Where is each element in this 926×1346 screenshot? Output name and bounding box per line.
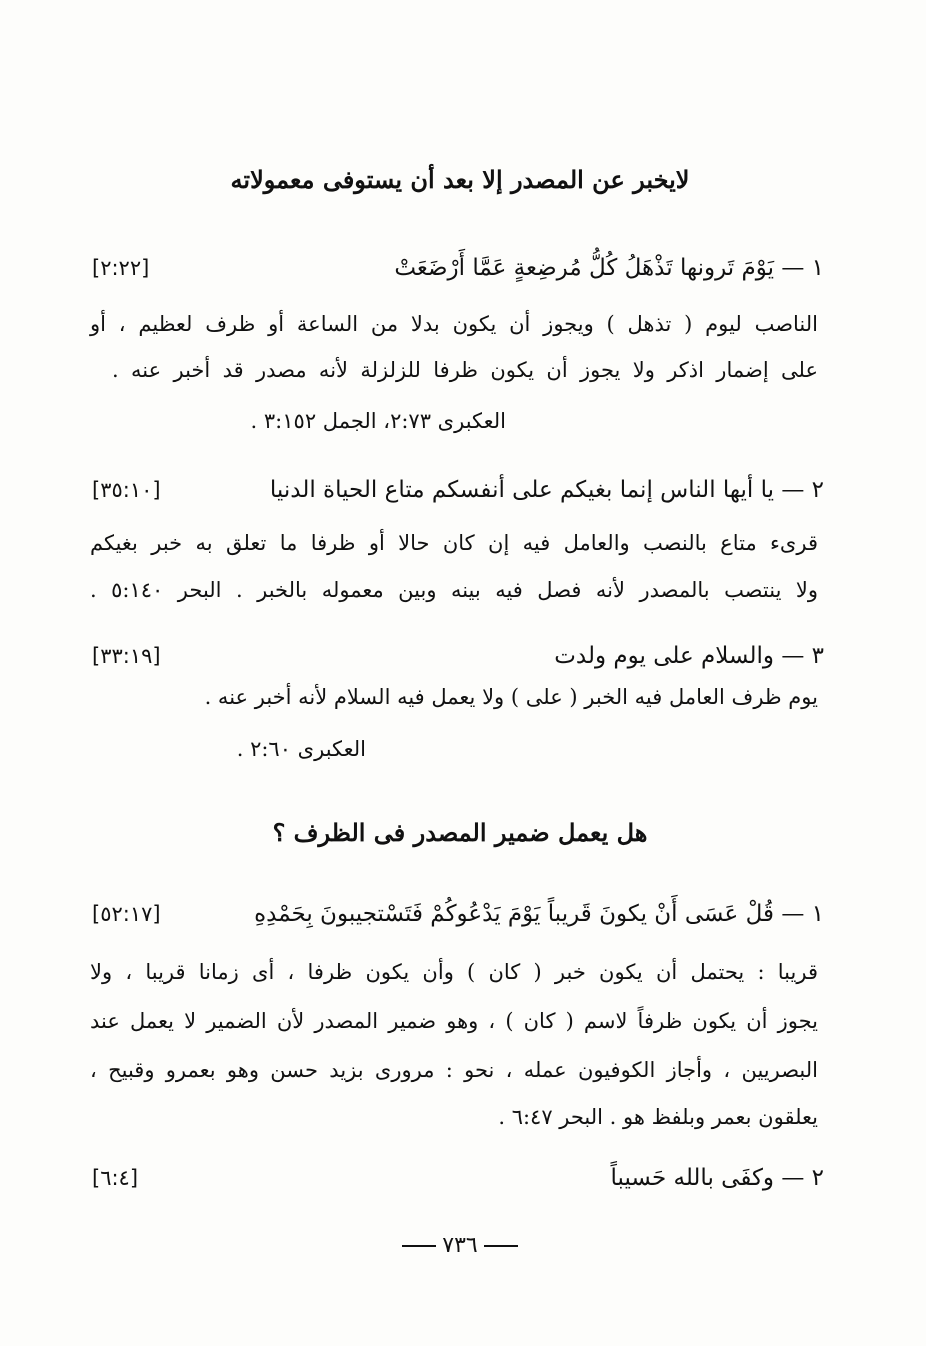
page-number-dash: [402, 1245, 436, 1247]
commentary-line: قرىء متاع بالنصب والعامل فيه إن كان حالا أو ظرفا ما تعلق به خبر بغيكم: [90, 531, 818, 555]
commentary-line: يعلقون بعمر وبلفظ هو . البحر ٦:٤٧ .: [498, 1105, 818, 1129]
verse-reference: [٦:٤]: [92, 1166, 139, 1190]
commentary-line: قريبا : يحتمل أن يكون خبر ( كان ) وأن يكون ظرفا ، أى زمانا قريبا ، ولا: [90, 960, 818, 984]
commentary-line: البصريين ، وأجاز الكوفيون عمله ، نحو : مرورى بزيد حسن وهو بعمرو وقبيح ،: [90, 1058, 818, 1082]
page-number-value: ٧٣٦: [442, 1233, 478, 1258]
verse-entry-1-3: [92, 636, 824, 676]
verse-reference: [٢:٢٢]: [92, 256, 150, 280]
citation-line: العكبرى ٢:٧٣، الجمل ٣:١٥٢ .: [250, 409, 506, 433]
verse-text: ٢ — يا أيها الناس إنما بغيكم على أنفسكم متاع الحياة الدنيا: [269, 477, 824, 503]
commentary-line: الناصب ليوم ( تذهل ) ويجوز أن يكون بدلا من الساعة أو ظرف لعظيم ، أو: [90, 312, 818, 336]
page-number-dash: [484, 1245, 518, 1247]
commentary-line: على إضمار اذكر ولا يجوز أن يكون ظرفا للزلزلة لأنه مصدر قد أخبر عنه .: [112, 358, 818, 382]
verse-reference: [٥٢:١٧]: [92, 902, 161, 926]
citation-line: العكبرى ٢:٦٠ .: [236, 737, 366, 761]
verse-reference: [٣٥:١٠]: [92, 478, 161, 502]
page-number: [380, 1233, 540, 1258]
verse-entry-2-2: [92, 1158, 824, 1198]
section-heading-2: هل يعمل ضمير المصدر فى الظرف ؟: [272, 818, 648, 847]
verse-text: ١ — يَوْمَ تَرونها تَذْهَلُ كُلُّ مُرضِعةٍ عَمَّا أَرْضَعَتْ: [394, 255, 824, 281]
verse-text: ٢ — وكفَى بالله حَسيباً: [610, 1165, 824, 1191]
commentary-line: يجوز أن يكون ظرفاً لاسم ( كان ) ، وهو ضمير المصدر لأن الضمير لا يعمل عند: [90, 1009, 818, 1033]
section-heading-1: لايخبر عن المصدر إلا بعد أن يستوفى معمولاته: [230, 165, 690, 194]
verse-entry-1-1: [92, 248, 824, 288]
verse-entry-2-1: [92, 894, 824, 934]
verse-text: ١ — قُلْ عَسَى أَنْ يكونَ قَريباً يَوْمَ يَدْعُوكُمْ فَتَسْتجيبونَ بِحَمْدِهِ: [254, 901, 824, 927]
verse-reference: [٣٣:١٩]: [92, 644, 161, 668]
commentary-line: يوم ظرف العامل فيه الخبر ( على ) ولا يعمل فيه السلام لأنه أخبر عنه .: [204, 685, 818, 709]
commentary-line: ولا ينتصب بالمصدر لأنه فصل فيه بينه وبين معموله بالخبر . البحر ٥:١٤٠ .: [90, 578, 818, 602]
verse-text: ٣ — والسلام على يوم ولدت: [554, 643, 824, 669]
verse-entry-1-2: [92, 470, 824, 510]
